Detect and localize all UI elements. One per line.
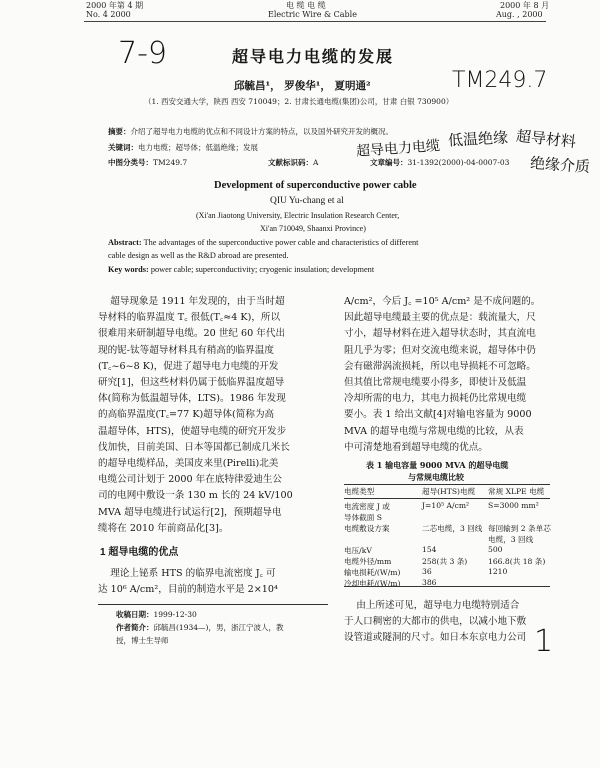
authors-cn: 邱毓昌¹， 罗俊华¹， 夏明通²	[234, 80, 371, 92]
table-cell: 输电损耗/(W/m)	[344, 568, 401, 577]
text-line: 体(简称为低温超导体，LTS)。1986 年发现	[98, 393, 286, 405]
text-line: 现的铌-钛等超导材料具有稍高的临界温度	[98, 344, 274, 356]
affiliation-en-1: (Xi'an Jiaotong University, Electric Insulation Research Center,	[196, 211, 400, 220]
table-cell: 电压/kV	[344, 546, 372, 555]
keywords-en	[108, 265, 374, 274]
header-rule	[84, 21, 546, 22]
body-left-column	[98, 294, 293, 537]
abstract-cn	[108, 126, 393, 137]
handwritten-keyword-2: 低温绝缘	[447, 128, 509, 150]
received-value: 1999-12-30	[153, 610, 197, 619]
keywords-en-label: Key words:	[108, 265, 149, 274]
handwritten-keyword-3: 超导材料	[515, 126, 577, 152]
keywords-en-text: power cable; superconductivity; cryogenic insulation; development	[148, 265, 375, 274]
abstract-en-line2: cable design as well as the R&D abroad are presented.	[108, 251, 289, 260]
text-line: 设管道或隧洞的尺寸。如日本东京电力公司	[344, 632, 527, 644]
handwritten-keyword-1: 超导电力电缆	[355, 138, 441, 160]
clc-value: TM249.7	[153, 158, 188, 167]
bio-label: 作者简介：	[116, 623, 154, 632]
doc-label: 文献标识码：	[268, 158, 313, 167]
doc-value: A	[313, 158, 319, 167]
table-header-cell: 电缆类型	[344, 487, 375, 496]
table-bottom-rule	[344, 586, 550, 587]
text-line: 于人口稠密的大都市的供电，以减小地下敷	[344, 616, 527, 628]
affiliation-en-2: Xi'an 710049, Shaanxi Province)	[260, 224, 366, 233]
body-left-column-continued	[98, 566, 278, 598]
affiliation-cn: （1. 西安交通大学，陕西 西安 710049；2. 甘肃长通电缆(集团)公司，甘肃 白银 730900）	[144, 97, 454, 106]
table-caption-1: 表 1 输电容量 9000 MVA 的超导电缆	[366, 460, 509, 470]
table-cell: 1210	[488, 567, 508, 576]
abstract-en-text-1: The advantages of the superconductive power cable and characteristics of different	[141, 238, 419, 247]
table-caption-2: 与常规电缆比较	[408, 472, 464, 482]
article-id-value: 31-1392(2000)-04-0007-03	[407, 158, 510, 167]
table-header-row	[344, 485, 550, 499]
text-line: 缆将在 2010 年前商品化[3]。	[98, 522, 229, 534]
keywords-cn-text: 电力电缆；超导体；低温绝缘；发展	[138, 143, 258, 152]
text-line: 因此超导电缆最主要的优点是：载流量大，尺	[344, 312, 536, 324]
handwritten-keyword-4: 绝缘介质	[529, 153, 591, 177]
article-id-label: 文章编号：	[370, 158, 408, 167]
text-line: 的超导电缆样品，美国皮来里(Pirelli)北美	[98, 458, 279, 470]
text-line: 研究[1]，但这些材料仍属于低临界温度超导	[98, 377, 285, 389]
keywords-cn	[108, 142, 258, 153]
table-cell: 36	[422, 567, 432, 576]
table-cell: 500	[488, 545, 503, 554]
handwritten-page-mark: 1	[534, 624, 554, 659]
clc-label: 中图分类号：	[108, 158, 153, 167]
table-cell: 电流密度 J 或	[344, 502, 390, 511]
journal-date-en: Aug. , 2000	[496, 10, 543, 19]
section-heading: 1 超导电缆的优点	[100, 547, 179, 558]
handwritten-page-code: 7-9	[118, 36, 167, 71]
table-cell: 二芯电缆，3 回线	[422, 524, 483, 533]
keywords-cn-label: 关键词：	[108, 143, 138, 152]
table-cell: 电缆外径/mm	[344, 557, 392, 566]
author-bio-2: 授，博士生导师	[116, 636, 169, 645]
text-line: 但其值比常规电缆要小得多，即使计及低温	[344, 377, 527, 389]
bio-text-1: 邱毓昌(1934—)，男，浙江宁波人，教	[153, 623, 284, 632]
table-cell: J=10⁵ A/cm²	[422, 501, 470, 510]
text-line: 司的电网中敷设一条 130 m 长的 24 kV/100	[98, 490, 293, 502]
table-cell: 154	[422, 545, 437, 554]
table-header-rule	[344, 498, 550, 499]
text-line: 冷却所需的电力，其电力损耗仍比常规电缆	[344, 393, 527, 405]
table-cell: 电缆敷设方案	[344, 524, 390, 533]
paper-title-en: Development of superconductive power cable	[214, 180, 417, 191]
journal-name-cn: 电 缆 电 缆	[286, 1, 326, 10]
text-line: 的高临界温度(T꜀=77 K)超导体(简称为高	[98, 409, 275, 421]
journal-date-cn: 2000 年 8 月	[500, 1, 550, 10]
received-label: 收稿日期：	[116, 610, 154, 619]
table-cell: 166.8(共 18 条)	[488, 557, 546, 566]
author-bio-1	[116, 622, 283, 633]
table-cell: 每回输到 2 条单芯	[488, 524, 551, 533]
text-line: MVA 超导电缆进行试运行[2]，预期超导电	[98, 506, 282, 518]
abstract-cn-label: 摘要：	[108, 127, 131, 136]
table-cell: 冷却电耗/(W/m)	[344, 579, 401, 588]
text-line: (T꜀~6~8 K)，促进了超导电力电缆的开发	[98, 360, 279, 372]
text-line: 会有磁滞涡流损耗，所以电导损耗不可忽略。	[344, 360, 536, 372]
received-date	[116, 609, 197, 620]
abstract-en-line1	[108, 238, 418, 247]
table-cell: 电缆，3 回线	[488, 535, 534, 544]
text-line: 寸小，超导材料在进入超导状态时，其直流电	[344, 328, 536, 340]
journal-issue-cn: 2000 年第 4 期	[86, 1, 144, 10]
handwritten-classification: TM249.7	[452, 68, 548, 93]
abstract-cn-text: 介绍了超导电力电缆的优点和不同设计方案的特点，以及国外研究开发的概况。	[130, 127, 393, 136]
footnote-rule	[98, 604, 328, 605]
journal-issue-en: No. 4 2000	[86, 10, 131, 19]
table-cell: 导体截面 S	[344, 513, 382, 522]
table-row	[344, 577, 550, 591]
text-line: 由上所述可见，超导电力电缆特别适合	[344, 600, 520, 611]
authors-en: QIU Yu-chang et al	[270, 196, 344, 206]
body-right-column	[344, 294, 540, 456]
text-line: MVA 的超导电缆与常规电缆的比较，从表	[344, 425, 524, 437]
text-line: 导材料的临界温度 T꜀ 很低(T꜀≈4 K)，所以	[98, 312, 281, 324]
table-cell: 258(共 3 条)	[422, 557, 468, 566]
table-header-cell: 超导(HTS)电缆	[422, 487, 476, 496]
text-line: 伐加快，目前美国、日本等国都已制成几米长	[98, 441, 290, 453]
abstract-en-label: Abstract:	[108, 238, 142, 247]
text-line: 超导现象是 1911 年发现的，由于当时超	[98, 296, 285, 307]
table-cell: S=3000 mm²	[488, 501, 539, 510]
doc-code	[268, 157, 318, 168]
table-cell: 386	[422, 578, 437, 587]
text-line: 达 10⁶ A/cm²，目前的制造水平是 2×10⁴	[98, 584, 278, 596]
article-id	[370, 157, 509, 168]
clc-number	[108, 157, 187, 168]
text-line: 中可清楚地看到超导电缆的优点。	[344, 441, 488, 453]
text-line: A/cm²，今后 J꜀ =10⁵ A/cm² 是不成问题的。	[344, 296, 541, 307]
text-line: 温超导体，HTS)，使超导电缆的研究开发步	[98, 425, 287, 437]
text-line: 电缆公司计划于 2000 年在底特律爱迪生公	[98, 474, 283, 486]
table-header-cell: 常规 XLPE 电缆	[488, 487, 545, 496]
text-line: 阻几乎为零；但对交流电缆来说，超导体中仍	[344, 344, 536, 356]
journal-name-en: Electric Wire & Cable	[268, 10, 357, 19]
text-line: 理论上铋系 HTS 的临界电流密度 J꜀ 可	[98, 568, 276, 579]
text-line: 要小。表 1 给出文献[4]对输电容量为 9000	[344, 409, 532, 421]
body-right-column-continued	[344, 598, 526, 647]
text-line: 很难用来研制超导电缆。20 世纪 60 年代出	[98, 328, 286, 340]
paper-title-cn: 超导电力电缆的发展	[232, 47, 395, 66]
